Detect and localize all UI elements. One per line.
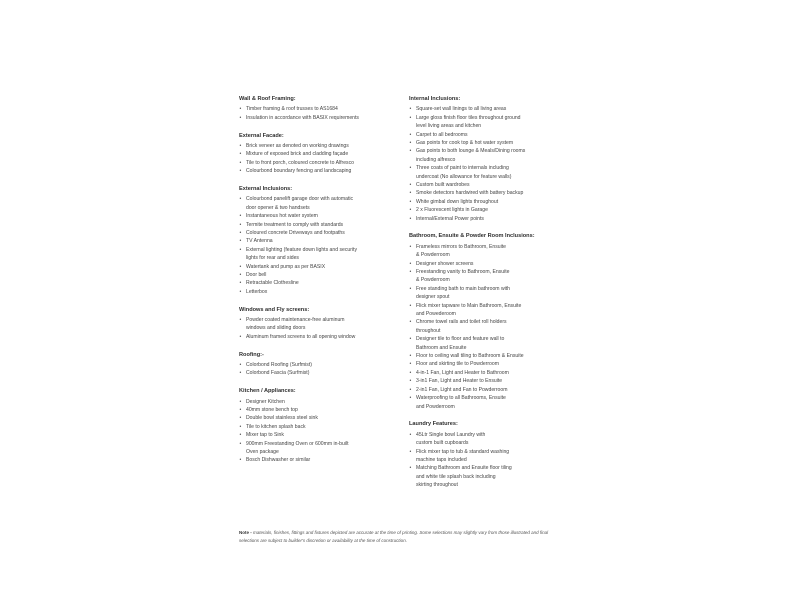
section-windows-and-fly-screens [239,306,401,342]
inclusion-list [239,361,401,378]
left-column [239,95,401,474]
section-external-inclusions [239,185,401,296]
section-title: Laundry Features: [409,421,458,428]
section-title: Bathroom, Ensuite & Powder Room Inclusions: [409,233,535,240]
list-item: • Floor and skirting tile to Powderroom [409,360,571,368]
list-item: • Bosch Dishwasher or similar [239,456,401,464]
section-title: External Inclusions: [239,186,293,193]
section-title: External Facade: [239,132,284,139]
disclaimer-note [239,529,569,544]
inclusion-list [409,431,571,490]
list-item: • Mixer tap to Sink [239,431,401,439]
list-item: • Instantaneous hot water system [239,212,401,220]
list-item: • 2-in1 Fan, Light and Fan to Powderroom [409,386,571,394]
list-item: • Smoke detectors hardwired with battery backup [409,189,571,197]
section-title: Kitchen / Appliances: [239,388,296,395]
list-item: • 3-in1 Fan, Light and Heater to Ensuite [409,377,571,385]
note-label: Note - [239,530,252,535]
section-laundry-features [409,420,571,489]
list-item: • Watertank and pump as per BASIX [239,263,401,271]
list-item: • Gas points to both lounge & Meals/Dining rooms including alfresco [409,147,571,164]
list-item: • Flick mixer tap to tub & standard washing machine taps included [409,448,571,465]
section-wall-roof-framing [239,95,401,122]
list-item: • External lighting (feature down lights and security lights for rear and sides [239,246,401,263]
list-item: • Carpet to all bedrooms [409,131,571,139]
list-item: • Designer shower screens [409,260,571,268]
list-item: • Freestanding vanity to Bathroom, Ensuite & Powderroom [409,268,571,285]
inclusion-list [239,195,401,296]
list-item: • Timber framing & roof trusses to AS1684 [239,105,401,113]
list-item: • Colourbond panelift garage door with automatic door opener & two handsets [239,195,401,212]
section-external-facade [239,132,401,176]
note-text: materials, finishes, fittings and fixtures depicted are accurate at the time of printing. Some selections may slightly vary from those illustrated and final selections are subject to builder's discretion or availability at the time of construction. [239,530,549,543]
list-item: • Termite treatment to comply with standards [239,221,401,229]
list-item: • Powder coated maintenance-free aluminum windows and sliding doors [239,316,401,333]
list-item: • Internal/External Power points [409,215,571,223]
list-item: • Tile to kitchen splash back [239,423,401,431]
list-item: • White gimbal down lights throughout [409,198,571,206]
list-item: • Letterbox [239,288,401,296]
list-item: • 40mm stone bench top [239,406,401,414]
section-title: Internal Inclusions: [409,96,461,102]
list-item: • Double bowl stainless steel sink [239,414,401,422]
list-item: • Flick mixer tapware to Main Bathroom, Ensuite and Powederoom [409,302,571,319]
list-item: • Designer Kitchen [239,398,401,406]
list-item: • TV Antenna [239,237,401,245]
right-column [409,95,571,499]
section-internal-inclusions [409,95,571,223]
list-item: • Matching Bathroom and Ensuite floor tiling and white tile splash back including skirting throughout [409,464,571,489]
list-item: • Retractable Clothesline [239,279,401,287]
list-item: • 4-in-1 Fan, Light and Heater to Bathroom [409,369,571,377]
inclusion-list [409,105,571,223]
list-item: • Brick veneer as denoted on working drawings [239,142,401,150]
list-item: • Mixture of exposed brick and cladding façade [239,150,401,158]
section-bathroom-ensuite-powder-room-inclusions [409,232,571,410]
list-item: • Tile to front porch, coloured concrete to Alfresco [239,159,401,167]
list-item: • 45Ltr Single bowl Laundry with custom built cupboards [409,431,571,448]
list-item: • Waterproofing to all Bathrooms, Ensuite and Powderroom [409,394,571,411]
inclusion-list [239,105,401,122]
inclusion-list [239,142,401,176]
list-item: • Colorbond Roofing (Surfmist) [239,361,401,369]
list-item: • Square-set wall linings to all living areas [409,105,571,113]
list-item: • Gas points for cook top & hot water system [409,139,571,147]
list-item: • Designer tile to floor and feature wall to Bathroom and Ensuite [409,335,571,352]
list-item: • Frameless mirrors to Bathroom, Ensuite & Powderroom [409,243,571,260]
inclusion-list [239,316,401,341]
list-item: • Insulation in accordance with BASIX requirements [239,114,401,122]
list-item: • Door bell [239,271,401,279]
list-item: • Colorbond Fascia (Surfmist) [239,369,401,377]
list-item: • Colourbond boundary fencing and landscaping [239,167,401,175]
inclusion-list [239,398,401,465]
list-item: • 900mm Freestanding Oven or 600mm in-built Oven package [239,440,401,457]
list-item: • 2 x Fluorescent lights in Garage [409,206,571,214]
section-title: Wall & Roof Framing: [239,96,296,102]
list-item: • Floor to ceiling wall tiling to Bathroom & Ensuite [409,352,571,360]
section-title: Windows and Fly screens: [239,306,310,313]
list-item: • Large gloss finish floor tiles throughout ground level living areas and kitchen [409,114,571,131]
list-item: • Custom built wardrobes [409,181,571,189]
list-item: • Three coats of paint to internals including undercoat (No allowance for feature walls) [409,164,571,181]
section-title: Roofing:- [239,351,264,358]
section-kitchen-appliances [239,387,401,465]
list-item: • Coloured concrete Driveways and footpaths [239,229,401,237]
list-item: • Free standing bath to main bathroom with designer spout [409,285,571,302]
list-item: • Aluminum framed screens to all opening window [239,333,401,341]
inclusion-list [409,243,571,411]
list-item: • Chrome towel rails and toilet roll holders throughout [409,318,571,335]
section-roofing [239,351,401,378]
